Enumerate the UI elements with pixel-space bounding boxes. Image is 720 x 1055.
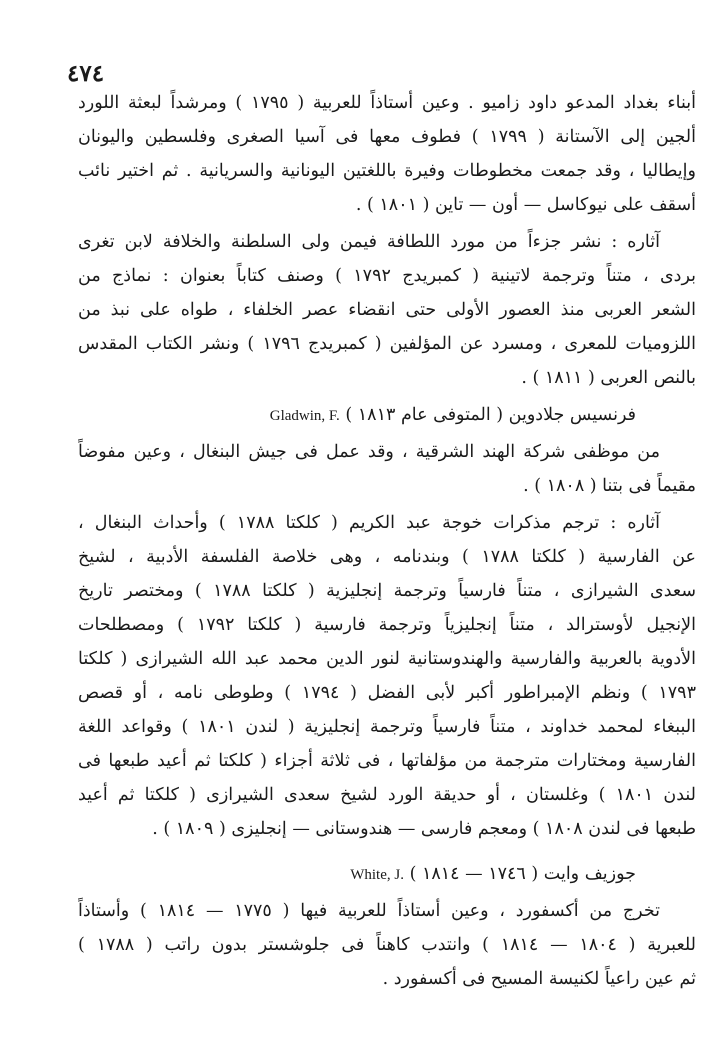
text-line: سعدى الشيرازى ، متناً فارسياً وترجمة إنجليزية ( كلكتا ١٧٨٨ ) ومختصر تاريخ	[78, 581, 696, 601]
text-line: بالنص العربى ( ١٨١١ ) .	[521, 368, 696, 388]
entry-heading-latin: Gladwin, F.	[269, 408, 340, 424]
text-line: عن الفارسية ( كلكتا ١٧٨٨ ) وبندنامه ، وهى خلاصة الفلسفة الأدبية ، لشيخ	[78, 547, 696, 567]
text-line: الأدوية بالعربية والفارسية والهندوستانية لنور الدين محمد عبد الله الشيرازى ( كلكتا	[78, 649, 696, 669]
text-line: الفارسية ومختارات مترجمة من مؤلفاتها ، فى ثلاثة أجزاء ( كلكتا ثم أعيد طبعها فى	[78, 751, 696, 771]
text-line: بردى ، متناً وترجمة لاتينية ( كمبريدج ١٧٩٢ ) وصنف كتاباً بعنوان : نماذج من	[78, 266, 696, 286]
entry-heading-latin: White, J.	[350, 867, 404, 883]
text-line: اللزوميات للمعرى ، ومسرد عن المؤلفين ( كمبريدج ١٧٩٦ ) ونشر الكتاب المقدس	[78, 334, 696, 354]
text-line: الببغاء لمحمد خداوند ، متناً فارسياً وترجمة إنجليزية ( لندن ١٨٠١ ) وقواعد اللغة	[78, 717, 696, 737]
entry-heading-arabic: فرنسيس جلادوين ( المتوفى عام ١٨١٣ )	[345, 405, 636, 425]
entry-heading	[270, 398, 636, 433]
text-line: للعبرية ( ١٨٠٤ — ١٨١٤ ) وانتدب كاهناً فى جلوشستر بدون راتب ( ١٧٨٨ )	[78, 935, 696, 955]
text-line: ألجين إلى الآستانة ( ١٧٩٩ ) فطوف معها فى آسيا الصغرى وفلسطين واليونان	[78, 127, 696, 147]
text-line: ثم عين راعياً لكنيسة المسيح فى أكسفورد .	[382, 969, 696, 989]
text-line: مقيماً فى بتنا ( ١٨٠٨ ) .	[523, 476, 696, 496]
text-line: لندن ١٨٠١ ) وغلستان ، أو حديقة الورد لشيخ سعدى الشيرازى ( كلكتا ثم أعيد	[78, 785, 696, 805]
text-line: وإيطاليا ، وقد جمعت مخطوطات وفيرة باللغتين اليونانية والسريانية . ثم اختير نائب	[78, 161, 696, 181]
entry-heading	[350, 857, 636, 892]
page-number: ٤٧٤	[67, 60, 105, 87]
text-line: ١٧٩٣ ) ونظم الإمبراطور أكبر لأبى الفضل ( ١٧٩٤ ) وطوطى نامه ، أو قصص	[78, 683, 696, 703]
text-line: أسقف على نيوكاسل — أون — تاين ( ١٨٠١ ) .	[355, 195, 696, 215]
text-line: آثاره : نشر جزءاً من مورد اللطافة فيمن ولى السلطنة والخلافة لابن تغرى	[78, 232, 660, 252]
text-line: الإنجيل لأوسترالد ، متناً إنجليزياً وترجمة فارسية ( كلكتا ١٧٩٢ ) ومصطلحات	[78, 615, 696, 635]
text-line: آثاره : ترجم مذكرات خوجة عبد الكريم ( كلكتا ١٧٨٨ ) وأحداث البنغال ،	[78, 513, 661, 533]
text-line: الشعر العربى منذ العصور الأولى حتى انقضاء عصر الخلفاء ، طواه على نبذ من	[78, 300, 696, 320]
text-line: طبعها فى لندن ١٨٠٨ ) ومعجم فارسى — هندوستانى — إنجليزى ( ١٨٠٩ ) .	[152, 819, 696, 839]
entry-heading-arabic: جوزيف وايت ( ١٧٤٦ — ١٨١٤ )	[409, 864, 636, 884]
text-line: تخرج من أكسفورد ، وعين أستاذاً للعربية فيها ( ١٧٧٥ — ١٨١٤ ) وأستاذاً	[78, 901, 660, 921]
text-line: أبناء بغداد المدعو داود زاميو . وعين أستاذاً للعربية ( ١٧٩٥ ) ومرشداً لبعثة اللورد	[78, 93, 696, 113]
text-line: من موظفى شركة الهند الشرقية ، وقد عمل فى جيش البنغال ، وعين مفوضاً	[78, 442, 660, 462]
